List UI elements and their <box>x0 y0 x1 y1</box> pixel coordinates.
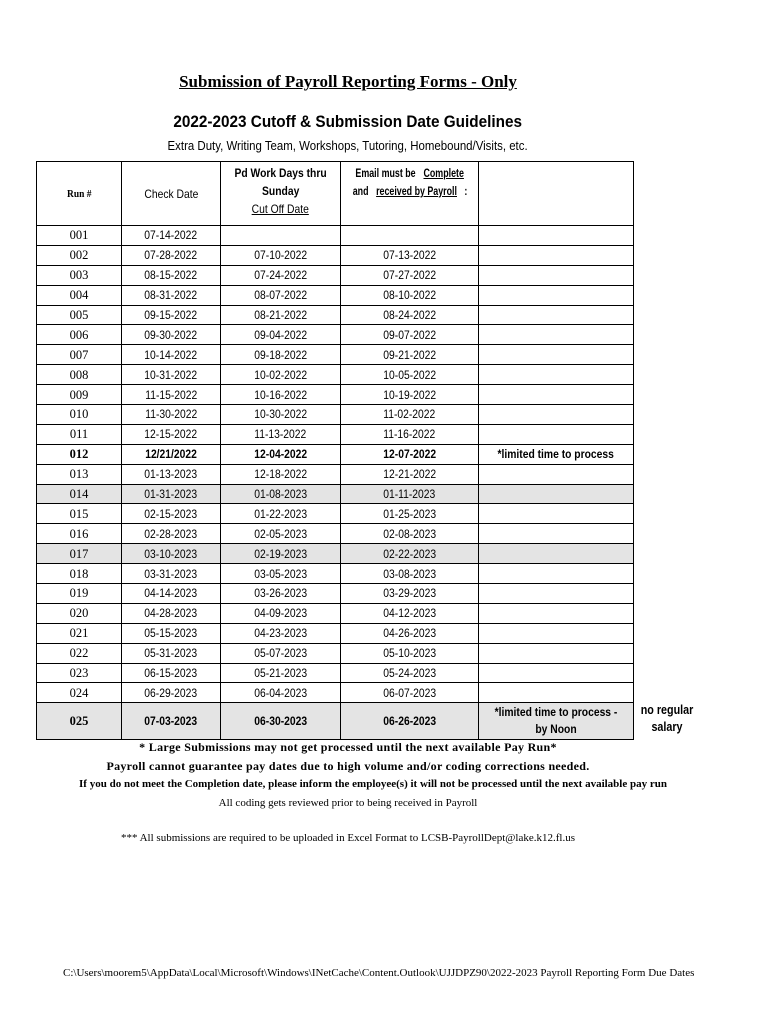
note-cell <box>479 623 634 643</box>
cutoff-date-cell: 02-19-2023 <box>221 544 341 564</box>
run-cell: 007 <box>37 345 122 365</box>
check-date-cell: 02-15-2023 <box>122 504 221 524</box>
table-row <box>37 424 634 444</box>
email-deadline-cell: 01-25-2023 <box>341 504 479 524</box>
check-date-cell: 09-30-2022 <box>122 325 221 345</box>
note-cell <box>479 504 634 524</box>
cutoff-date-cell: 01-08-2023 <box>221 484 341 504</box>
table-row <box>37 663 634 683</box>
email-deadline-cell: 09-21-2022 <box>341 345 479 365</box>
cutoff-date-cell: 10-30-2022 <box>221 405 341 425</box>
run-cell: 010 <box>37 405 122 425</box>
subtitle-text: 2022-2023 Cutoff & Submission Date Guidelines <box>173 112 523 131</box>
table-row <box>37 385 634 405</box>
cutoff-date-cell: 05-07-2023 <box>221 643 341 663</box>
run-cell: 019 <box>37 584 122 604</box>
table-row <box>37 544 634 564</box>
run-cell: 005 <box>37 305 122 325</box>
check-date-cell: 07-14-2022 <box>122 226 221 246</box>
email-deadline-cell: 06-26-2023 <box>341 703 479 740</box>
cutoff-date-cell: 07-24-2022 <box>221 265 341 285</box>
table-row <box>37 405 634 425</box>
check-date-cell: 12/21/2022 <box>122 444 221 464</box>
check-date-cell: 06-29-2023 <box>122 683 221 703</box>
email-deadline-cell: 04-26-2023 <box>341 623 479 643</box>
note-cell: *limited time to process - by Noon <box>479 703 634 740</box>
note-cell: *limited time to process <box>479 444 634 464</box>
check-date-cell: 03-10-2023 <box>122 544 221 564</box>
check-date-cell: 03-31-2023 <box>122 564 221 584</box>
note-cell <box>479 305 634 325</box>
email-deadline-cell: 09-07-2022 <box>341 325 479 345</box>
note-cell <box>479 524 634 544</box>
run-cell: 024 <box>37 683 122 703</box>
note-cell <box>479 345 634 365</box>
page-title: Submission of Payroll Reporting Forms - Only <box>179 72 517 91</box>
side-note: no regular salary <box>640 703 694 734</box>
run-cell: 006 <box>37 325 122 345</box>
footer-file-path: C:\Users\moorem5\AppData\Local\Microsoft\Windows\INetCache\Content.Outlook\UJJDPZ90\2022-2023 Payroll Reporting Form Due Dates <box>63 967 695 979</box>
run-cell: 001 <box>37 226 122 246</box>
run-cell: 008 <box>37 365 122 385</box>
check-date-cell: 10-14-2022 <box>122 345 221 365</box>
page-description <box>0 138 696 153</box>
email-deadline-cell: 12-21-2022 <box>341 464 479 484</box>
payroll-schedule-table <box>36 161 634 740</box>
cutoff-date-cell: 09-04-2022 <box>221 325 341 345</box>
check-date-cell: 05-31-2023 <box>122 643 221 663</box>
email-deadline-cell: 11-16-2022 <box>341 424 479 444</box>
check-date-cell: 11-15-2022 <box>122 385 221 405</box>
table-row <box>37 325 634 345</box>
check-date-cell: 01-13-2023 <box>122 464 221 484</box>
note-cell <box>479 226 634 246</box>
check-date-cell: 12-15-2022 <box>122 424 221 444</box>
cutoff-date-cell: 06-04-2023 <box>221 683 341 703</box>
email-deadline-cell: 01-11-2023 <box>341 484 479 504</box>
note-cell <box>479 544 634 564</box>
header-run: Run # <box>37 162 122 226</box>
email-deadline-cell: 04-12-2023 <box>341 603 479 623</box>
check-date-cell: 05-15-2023 <box>122 623 221 643</box>
email-deadline-cell: 05-24-2023 <box>341 663 479 683</box>
note-cell <box>479 424 634 444</box>
cutoff-date-cell: 06-30-2023 <box>221 703 341 740</box>
table-row <box>37 345 634 365</box>
note-no-guarantee: Payroll cannot guarantee pay dates due to high volume and/or coding corrections needed. <box>106 759 590 773</box>
cutoff-date-cell: 11-13-2022 <box>221 424 341 444</box>
run-cell: 012 <box>37 444 122 464</box>
note-cell <box>479 405 634 425</box>
run-cell: 015 <box>37 504 122 524</box>
note-cell <box>479 584 634 604</box>
cutoff-date-cell: 05-21-2023 <box>221 663 341 683</box>
cutoff-date-cell: 12-18-2022 <box>221 464 341 484</box>
email-deadline-cell: 03-29-2023 <box>341 584 479 604</box>
email-deadline-cell: 07-13-2022 <box>341 245 479 265</box>
run-cell: 021 <box>37 623 122 643</box>
check-date-cell: 01-31-2023 <box>122 484 221 504</box>
check-date-cell: 04-28-2023 <box>122 603 221 623</box>
table-row <box>37 623 634 643</box>
page-subtitle <box>0 112 696 132</box>
cutoff-date-cell: 08-21-2022 <box>221 305 341 325</box>
table-row <box>37 703 634 740</box>
table-row <box>37 464 634 484</box>
header-email-deadline: Email must beComplete andreceived by Payroll : <box>341 162 479 226</box>
check-date-cell: 07-28-2022 <box>122 245 221 265</box>
cutoff-date-cell: 10-16-2022 <box>221 385 341 405</box>
run-cell: 022 <box>37 643 122 663</box>
table-row <box>37 365 634 385</box>
note-cell <box>479 285 634 305</box>
table-row <box>37 484 634 504</box>
run-cell: 002 <box>37 245 122 265</box>
email-deadline-cell: 05-10-2023 <box>341 643 479 663</box>
table-row <box>37 643 634 663</box>
table-row <box>37 683 634 703</box>
check-date-cell: 09-15-2022 <box>122 305 221 325</box>
table-row <box>37 603 634 623</box>
cutoff-date-cell <box>221 226 341 246</box>
check-date-cell: 02-28-2023 <box>122 524 221 544</box>
run-cell: 020 <box>37 603 122 623</box>
note-coding-review: All coding gets reviewed prior to being received in Payroll <box>218 797 478 809</box>
check-date-cell: 11-30-2022 <box>122 405 221 425</box>
email-deadline-cell: 06-07-2023 <box>341 683 479 703</box>
note-completion-date: If you do not meet the Completion date, please inform the employee(s) it will not be processed until the next available pay run <box>79 778 667 790</box>
cutoff-date-cell: 02-05-2023 <box>221 524 341 544</box>
table-row <box>37 305 634 325</box>
cutoff-date-cell: 01-22-2023 <box>221 504 341 524</box>
table-row <box>37 285 634 305</box>
note-cell <box>479 683 634 703</box>
note-cell <box>479 484 634 504</box>
run-cell: 004 <box>37 285 122 305</box>
table-header-row <box>37 162 634 226</box>
run-cell: 023 <box>37 663 122 683</box>
check-date-cell: 08-15-2022 <box>122 265 221 285</box>
header-cutoff-date: Pd Work Days thru Sunday Cut Off Date <box>221 162 341 226</box>
note-cell <box>479 385 634 405</box>
note-large-submissions: * Large Submissions may not get processed until the next available Pay Run* <box>139 740 557 754</box>
table-row <box>37 584 634 604</box>
run-cell: 025 <box>37 703 122 740</box>
header-check-date: Check Date <box>122 162 221 226</box>
note-excel-format: *** All submissions are required to be uploaded in Excel Format to LCSB-PayrollDept@lake.k12.fl.us <box>120 832 576 844</box>
run-cell: 009 <box>37 385 122 405</box>
run-cell: 014 <box>37 484 122 504</box>
note-cell <box>479 603 634 623</box>
table-row <box>37 245 634 265</box>
email-deadline-cell: 10-19-2022 <box>341 385 479 405</box>
check-date-cell: 07-03-2023 <box>122 703 221 740</box>
check-date-cell: 06-15-2023 <box>122 663 221 683</box>
email-deadline-cell: 08-24-2022 <box>341 305 479 325</box>
email-deadline-cell: 11-02-2022 <box>341 405 479 425</box>
cutoff-date-cell: 12-04-2022 <box>221 444 341 464</box>
run-cell: 003 <box>37 265 122 285</box>
email-deadline-cell: 02-22-2023 <box>341 544 479 564</box>
run-cell: 013 <box>37 464 122 484</box>
cutoff-date-cell: 08-07-2022 <box>221 285 341 305</box>
run-cell: 018 <box>37 564 122 584</box>
run-cell: 011 <box>37 424 122 444</box>
email-deadline-cell: 03-08-2023 <box>341 564 479 584</box>
email-deadline-cell: 12-07-2022 <box>341 444 479 464</box>
cutoff-date-cell: 04-09-2023 <box>221 603 341 623</box>
note-cell <box>479 365 634 385</box>
note-cell <box>479 643 634 663</box>
table-row <box>37 564 634 584</box>
table-row <box>37 524 634 544</box>
header-notes <box>479 162 634 226</box>
run-cell: 017 <box>37 544 122 564</box>
email-deadline-cell: 02-08-2023 <box>341 524 479 544</box>
email-deadline-cell: 10-05-2022 <box>341 365 479 385</box>
table-row <box>37 265 634 285</box>
cutoff-date-cell: 03-26-2023 <box>221 584 341 604</box>
email-deadline-cell <box>341 226 479 246</box>
note-cell <box>479 245 634 265</box>
cutoff-date-cell: 03-05-2023 <box>221 564 341 584</box>
table-row <box>37 226 634 246</box>
run-cell: 016 <box>37 524 122 544</box>
description-text: Extra Duty, Writing Team, Workshops, Tutoring, Homebound/Visits, etc. <box>167 138 529 153</box>
note-cell <box>479 265 634 285</box>
cutoff-date-cell: 09-18-2022 <box>221 345 341 365</box>
email-deadline-cell: 08-10-2022 <box>341 285 479 305</box>
cutoff-date-cell: 04-23-2023 <box>221 623 341 643</box>
note-cell <box>479 663 634 683</box>
check-date-cell: 08-31-2022 <box>122 285 221 305</box>
table-row <box>37 504 634 524</box>
cutoff-date-cell: 10-02-2022 <box>221 365 341 385</box>
cutoff-date-cell: 07-10-2022 <box>221 245 341 265</box>
check-date-cell: 04-14-2023 <box>122 584 221 604</box>
email-deadline-cell: 07-27-2022 <box>341 265 479 285</box>
note-cell <box>479 464 634 484</box>
note-cell <box>479 564 634 584</box>
table-row <box>37 444 634 464</box>
note-cell <box>479 325 634 345</box>
check-date-cell: 10-31-2022 <box>122 365 221 385</box>
